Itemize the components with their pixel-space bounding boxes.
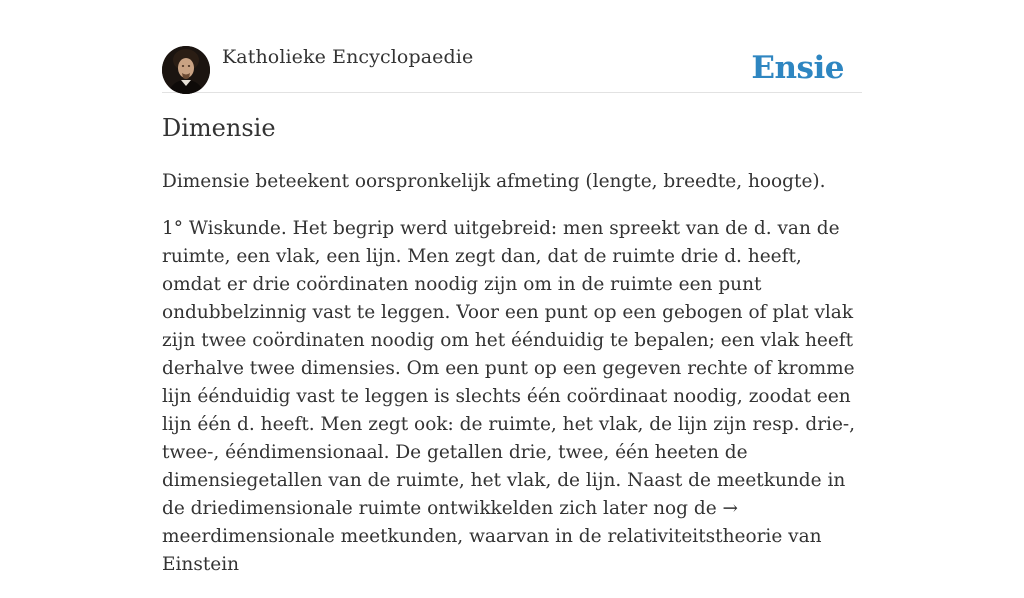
portrait-graphic bbox=[162, 46, 210, 94]
site-name[interactable]: Katholieke Encyclopaedie bbox=[222, 46, 474, 68]
portrait-avatar-icon[interactable] bbox=[162, 46, 210, 94]
page-title: Dimensie bbox=[162, 114, 276, 142]
ensie-logo[interactable]: Ensie bbox=[751, 50, 844, 86]
paragraph: Dimensie beteekent oorspronkelijk afmeting (lengte, breedte, hoogte). bbox=[162, 171, 826, 192]
site-header bbox=[162, 44, 862, 93]
paragraph: 1° Wiskunde. Het begrip werd uitgebreid: men spreekt van de d. van de ruimte, een vlak, een lijn. Men zegt dan, dat de ruimte drie d. heeft, omdat er drie coördinaten noodig zijn om in de ruimte een punt ondubbelzinnig vast te leggen. Voor een punt op een gebogen of plat vlak zijn twee coördinaten noodig om het éénduidig te bepalen; een vlak heeft derhalve twee dimensies. Om een punt op een gegeven rechte of kromme lijn éénduidig vast te leggen is slechts één coördinaat noodig, zoodat een lijn één d. heeft. Men zegt ook: de ruimte, het vlak, de lijn zijn resp. drie-, twee-, ééndimensionaal. De getallen drie, twee, één heeten de dimensiegetallen van de ruimte, het vlak, de lijn. Naast de meetkunde in de driedimensionale ruimte ontwikkelden zich later nog de → meerdimensionale meetkunden, waarvan in de relativiteitstheorie van Einstein bbox=[162, 218, 856, 575]
page bbox=[162, 0, 862, 575]
article-body bbox=[162, 168, 862, 598]
